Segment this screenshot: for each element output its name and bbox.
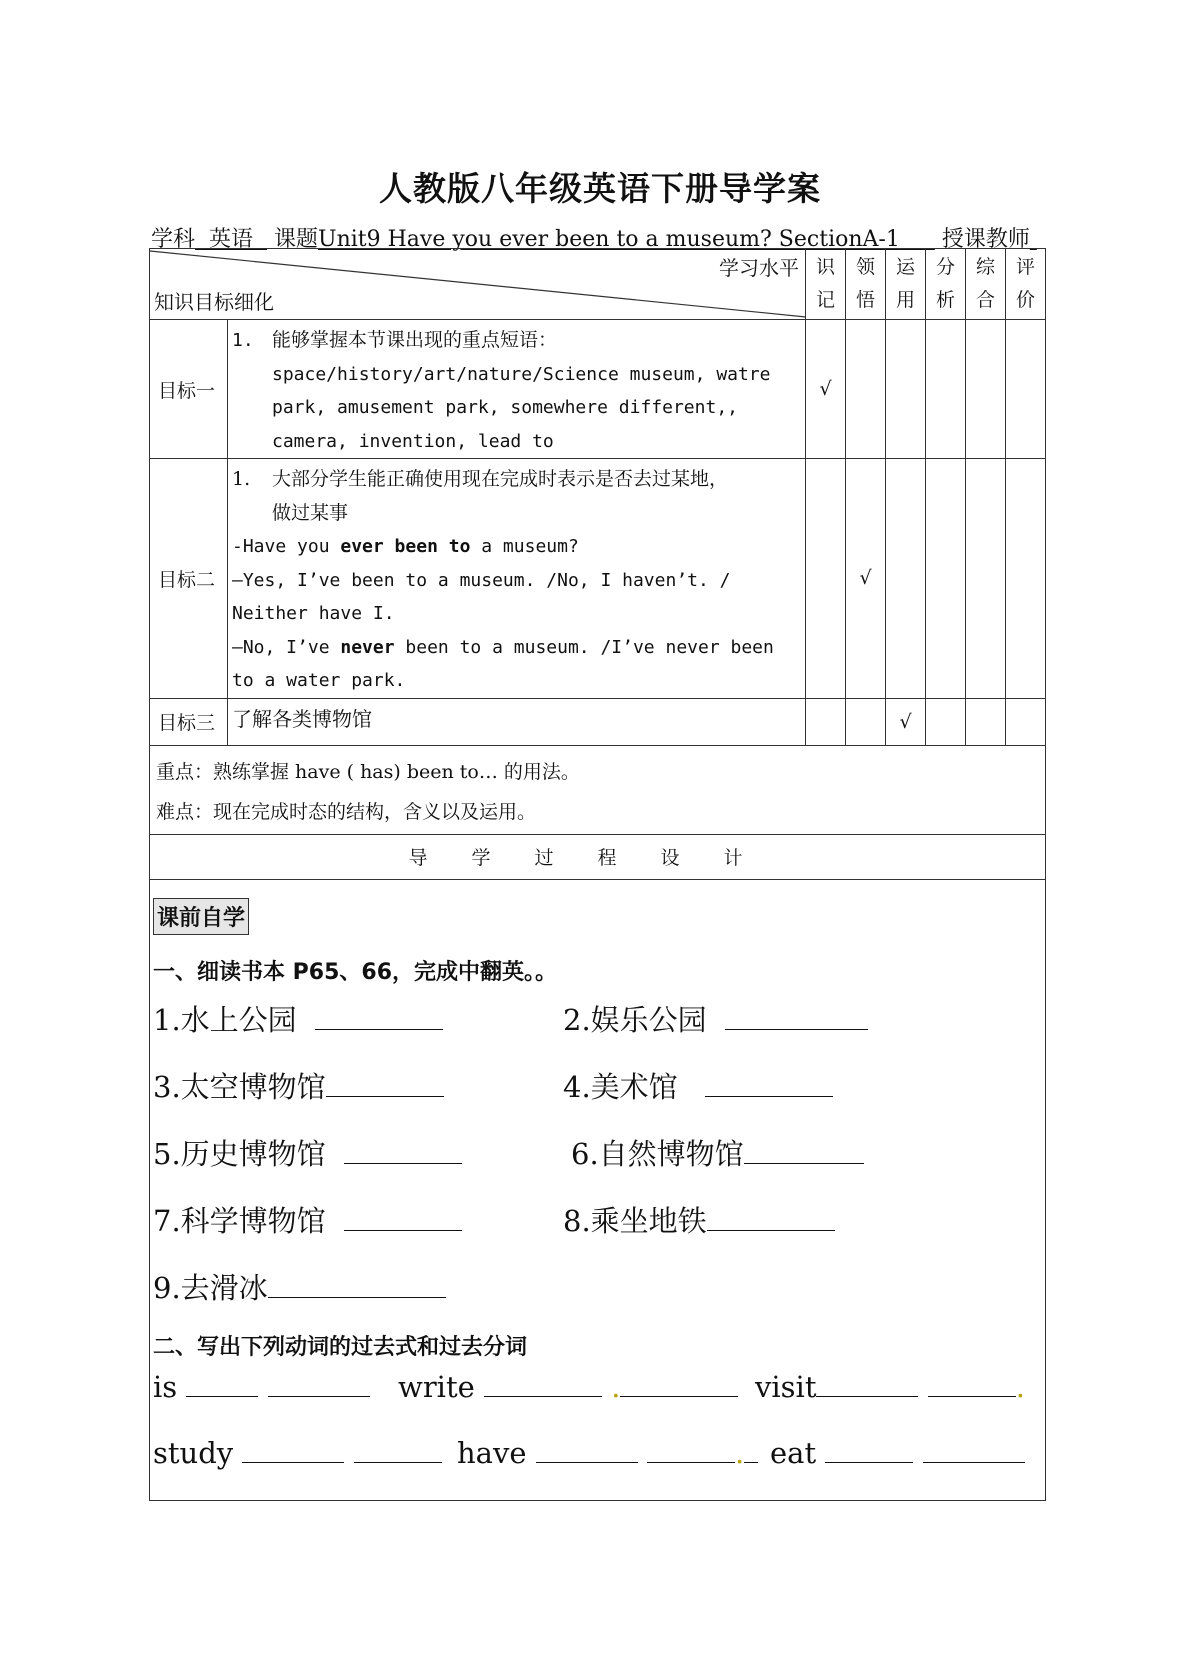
header-diagonal-cell [150, 249, 806, 320]
section1-title: 一、细读书本 P65、66，完成中翻英。。 [153, 959, 558, 985]
goal-2-content: 1. 大部分学生能正确使用现在完成时表示是否去过某地， 做过某事 -Have you ever been to a museum? —Yes, I’ve been to a museum. /No, I haven’t. / Neither have I. —No, I’ve never been to a museum. /I’ve never been to a water park. [228, 459, 806, 699]
verb-eat: eat [770, 1436, 1025, 1470]
goal-1-check: √ [806, 320, 846, 459]
verb-is: is [153, 1370, 370, 1404]
level-synthesize: 综 合 [966, 249, 1006, 320]
goal-2-label: 目标二 [150, 459, 228, 699]
topic-label: 课题 [274, 227, 319, 252]
level-evaluate: 评 价 [1006, 249, 1046, 320]
key-difficult-points [150, 745, 1046, 834]
level-recall: 识 记 [806, 249, 846, 320]
key-point: 重点：熟练掌握 have ( has) been to… 的用法。 [156, 760, 580, 783]
teacher-label: 授课教师 [941, 227, 1030, 252]
verb-write: write . [398, 1370, 738, 1404]
self-study-label: 课前自学 [153, 898, 249, 935]
vocab-1: 1.水上公园 [153, 998, 443, 1039]
vocab-4: 4.美术馆 [563, 1065, 833, 1106]
verb-have: have . [457, 1436, 758, 1470]
goal-2-check: √ [846, 459, 886, 699]
subject-label: 学科 [151, 227, 196, 252]
vocab-8: 8.乘坐地铁 [563, 1199, 835, 1240]
verb-visit: visit . [755, 1369, 1025, 1404]
goal-3-label: 目标三 [150, 698, 228, 745]
goal-1-content: 1. 能够掌握本节课出现的重点短语： space/history/art/nature/Science museum, watre park, amusement park, somewhere different,, camera, invention, lead to [228, 320, 806, 459]
level-understand: 领 悟 [846, 249, 886, 320]
vocab-6: 6.自然博物馆 [571, 1132, 864, 1173]
self-study-section [150, 879, 1046, 1500]
objectives-label: 知识目标细化 [154, 290, 274, 314]
subject-value: 英语 [209, 227, 254, 252]
process-title: 导学过程设计 [150, 834, 1046, 879]
goal-3-check: √ [886, 698, 926, 745]
difficult-point: 难点：现在完成时态的结构，含义以及运用。 [156, 800, 537, 823]
goal-1-label: 目标一 [150, 320, 228, 459]
vocab-9: 9.去滑冰 [153, 1266, 446, 1307]
vocab-3: 3.太空博物馆 [153, 1065, 444, 1106]
page-title: 人教版八年级英语下册导学案 [379, 169, 821, 208]
vocab-2: 2.娱乐公园 [563, 998, 868, 1039]
verb-study: study [153, 1436, 442, 1470]
goal-3-content: 了解各类博物馆 [228, 698, 806, 745]
vocab-7: 7.科学博物馆 [153, 1199, 462, 1240]
topic-value: Unit9 Have you ever been to a museum? SectionA-1 [318, 227, 900, 252]
level-label: 学习水平 [719, 256, 799, 280]
lesson-table [149, 248, 1046, 1501]
level-analyze: 分 析 [926, 249, 966, 320]
vocab-5: 5.历史博物馆 [153, 1132, 462, 1173]
section2-title: 二、写出下列动词的过去式和过去分词 [153, 1334, 528, 1360]
level-apply: 运 用 [886, 249, 926, 320]
